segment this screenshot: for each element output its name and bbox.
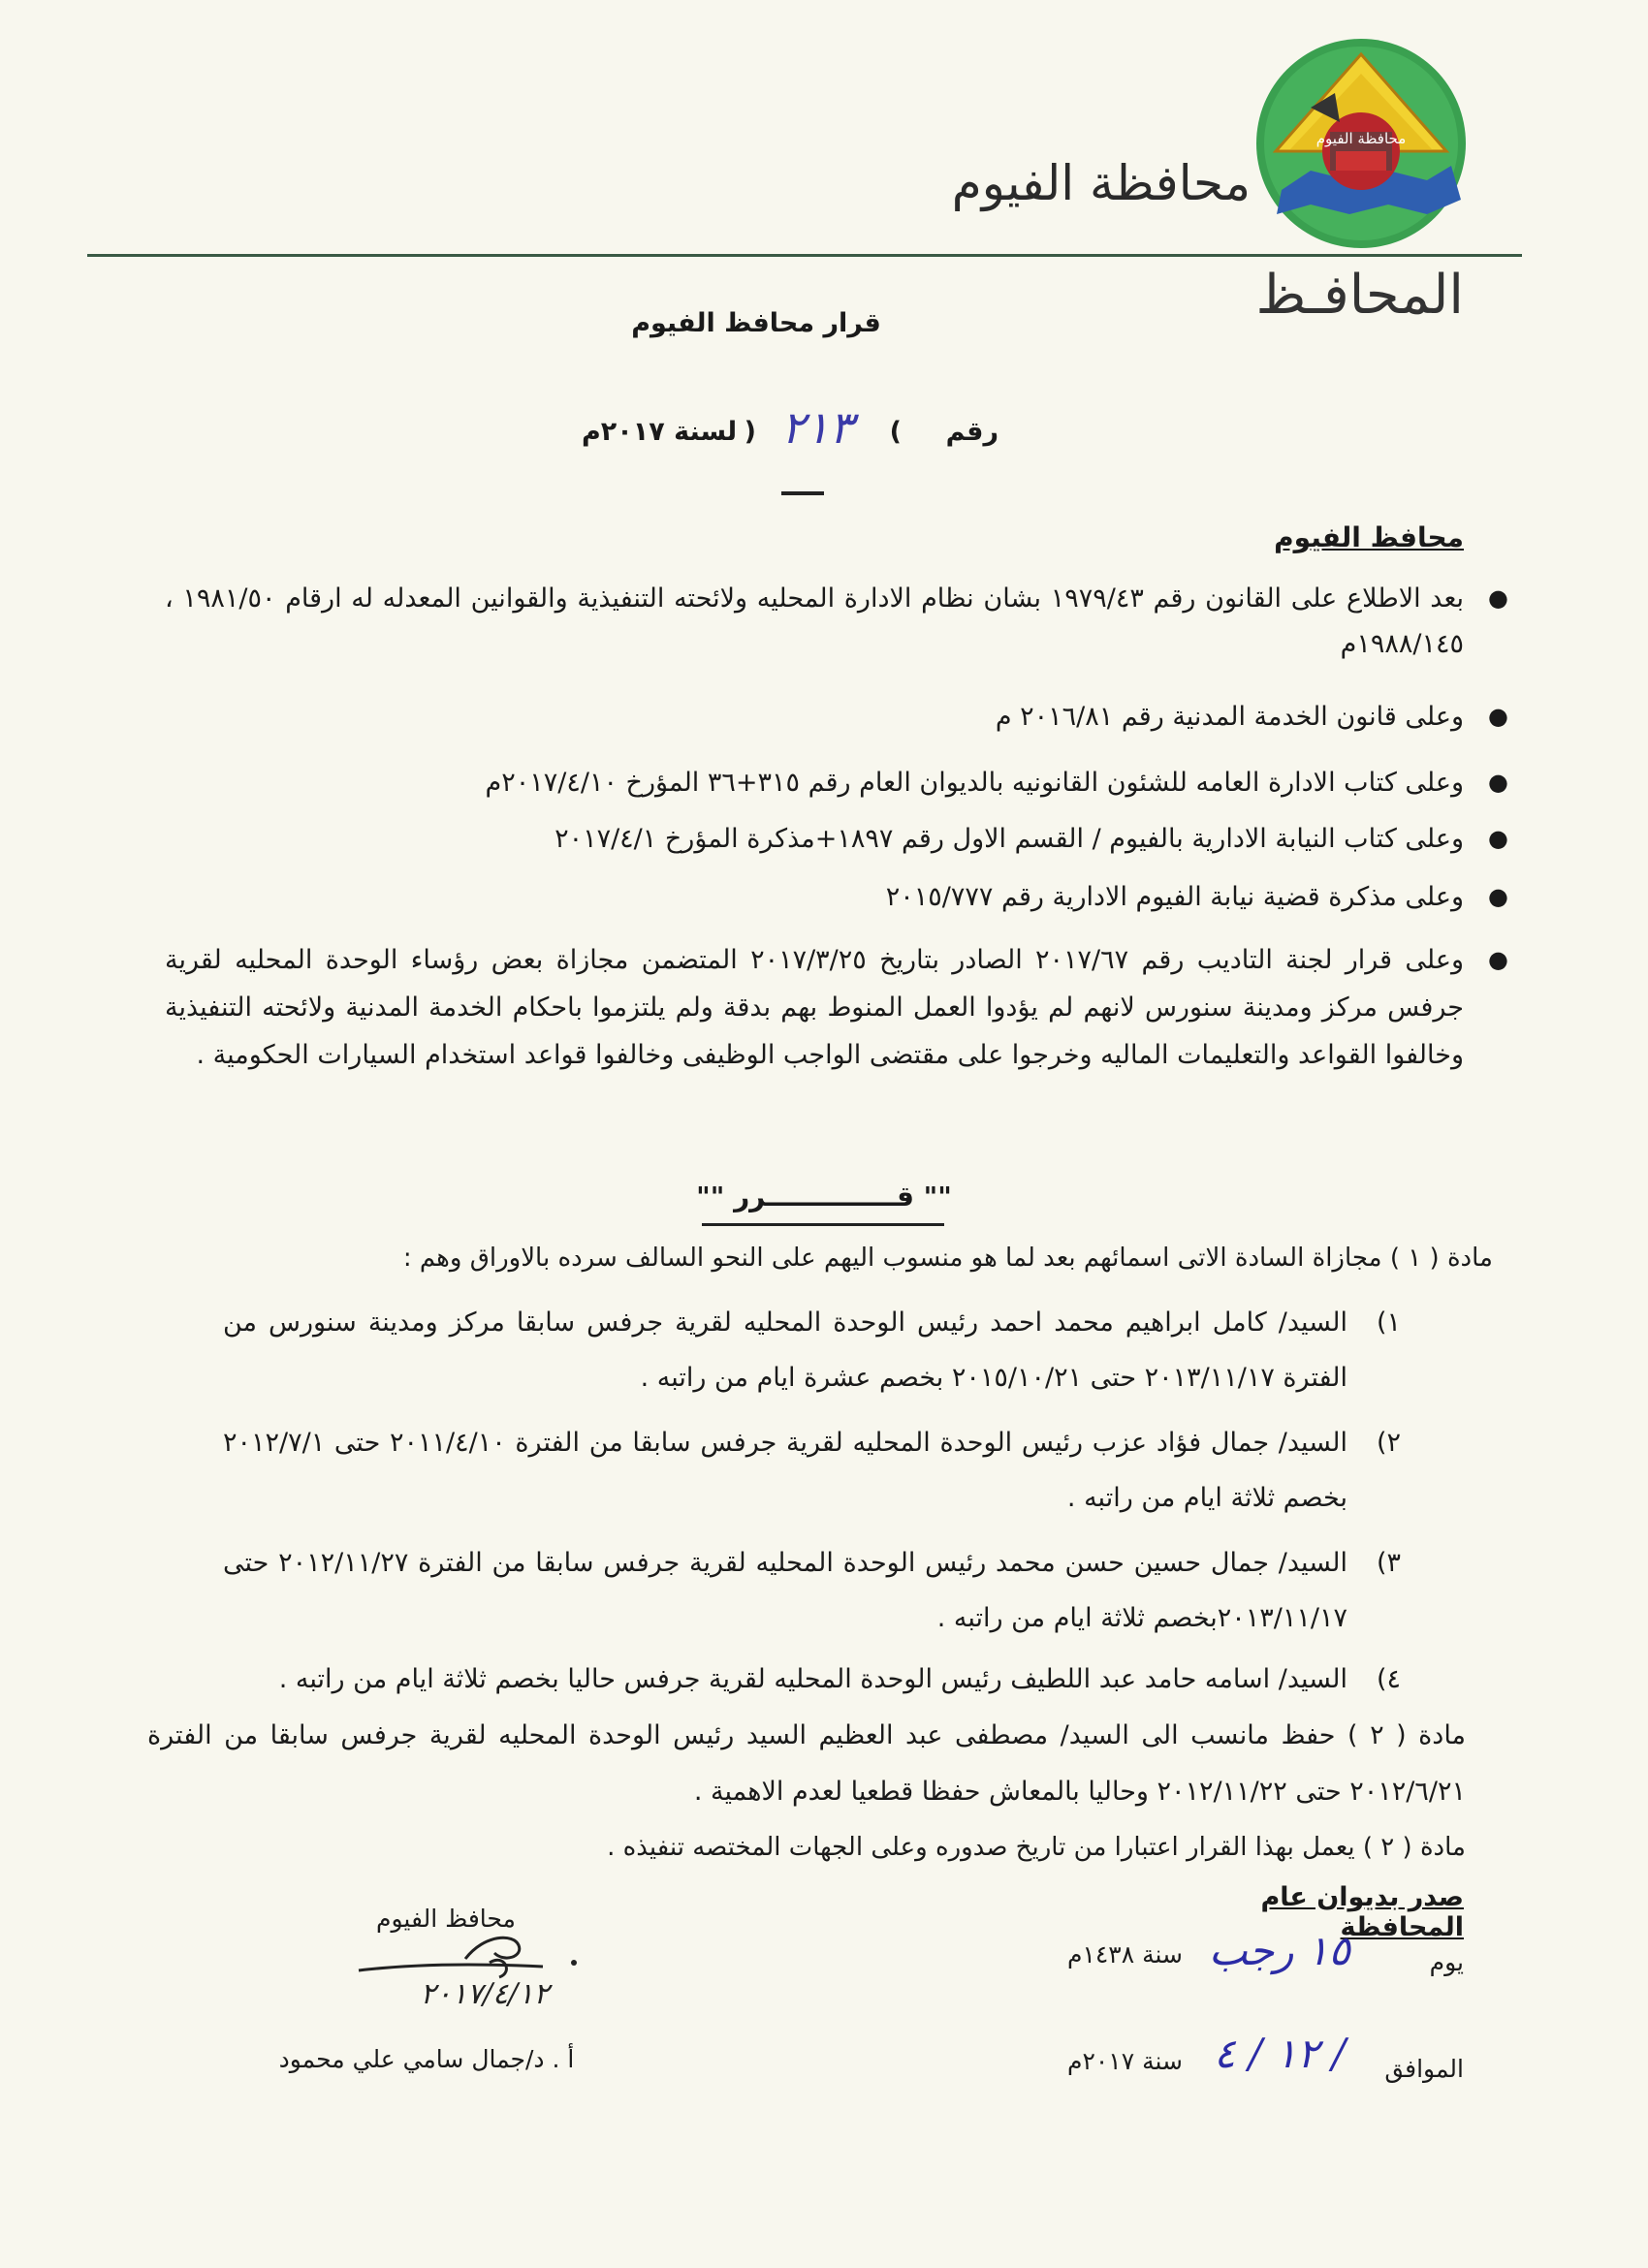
hijri-handwritten-date: ١٥ رجب bbox=[1209, 1927, 1350, 1974]
preamble-item-text: وعلى قانون الخدمة المدنية رقم ٢٠١٦/٨١ م bbox=[995, 702, 1464, 732]
article-text: يعمل بهذا القرار اعتبارا من تاريخ صدوره وعلى الجهات المختصه تنفيذه . bbox=[607, 1833, 1355, 1862]
article-1-item bbox=[223, 1652, 1401, 1707]
decision-number: ٢١٣ bbox=[780, 401, 853, 454]
corresponding-label: الموافق bbox=[1384, 2055, 1464, 2083]
signer-title: محافظ الفيوم bbox=[376, 1905, 516, 1933]
article-1-item bbox=[223, 1535, 1401, 1646]
preamble-item-text: وعلى كتاب النيابة الادارية بالفيوم / القسم الاول رقم ١٨٩٧+مذكرة المؤرخ ٢٠١٧/٤/١ bbox=[555, 824, 1464, 854]
decision-year: لسنة ٢٠١٧م bbox=[582, 417, 738, 447]
preamble-item bbox=[165, 694, 1508, 740]
article-label: مادة ( ٢ ) bbox=[1362, 1833, 1466, 1862]
number-paren-open: ( bbox=[889, 417, 902, 447]
article-text: حفظ مانسب الى السيد/ مصطفى عبد العظيم السيد رئيس الوحدة المحليه لقرية جرفس سابقا من الفترة ٢٠١٢/٦/٢١ حتى ٢٠١٢/١١/٢٢ وحاليا بالمعاش حفظا قطعيا لعدم الاهمية . bbox=[147, 1720, 1466, 1807]
governorate-name: محافظة الفيوم bbox=[951, 155, 1251, 211]
item-text: السيد/ جمال حسين حسن محمد رئيس الوحدة المحليه لقرية جرفس سابقا من الفترة ٢٠١٢/١١/٢٧ حتى ٢٠١٣/١١/١٧بخصم ثلاثة ايام من راتبه . bbox=[223, 1548, 1347, 1633]
issued-heading: صدر بديوان عام المحافظة bbox=[1260, 1882, 1464, 1942]
item-text: السيد/ جمال فؤاد عزب رئيس الوحدة المحليه لقرية جرفس سابقا من الفترة ٢٠١١/٤/١٠ حتى ٢٠١٢/٧/١ بخصم ثلاثة ايام من راتبه . bbox=[223, 1428, 1348, 1513]
article-1-item bbox=[223, 1415, 1401, 1526]
article-2 bbox=[147, 1708, 1466, 1820]
office-title: المحافـظ bbox=[1255, 264, 1464, 327]
item-text: السيد/ كامل ابراهيم محمد احمد رئيس الوحدة المحليه لقرية جرفس سابقا مركز ومدينة سنورس من الفترة ٢٠١٣/١١/١٧ حتى ٢٠١٥/١٠/٢١ بخصم عشرة ايام من راتبه . bbox=[223, 1307, 1347, 1393]
item-number: ٤) bbox=[1376, 1664, 1401, 1694]
hijri-year: سنة ١٤٣٨م bbox=[1066, 1940, 1183, 1969]
article-1-item bbox=[223, 1295, 1401, 1405]
article-1 bbox=[174, 1237, 1493, 1280]
bullet-icon: ● bbox=[1488, 769, 1508, 796]
preamble-item-text: وعلى كتاب الادارة العامه للشئون القانونيه بالديوان العام رقم ٣١٥+٣٦ المؤرخ ٢٠١٧/٤/١٠م bbox=[485, 768, 1464, 798]
preamble-item-text: بعد الاطلاع على القانون رقم ١٩٧٩/٤٣ بشان نظام الادارة المحليه ولائحته التنفيذية والقوانين المعدله له ارقام ١٩٨١/٥٠ ، ١٩٨٨/١٤٥م bbox=[165, 583, 1464, 659]
bullet-icon: ● bbox=[1488, 703, 1508, 730]
day-label: يوم bbox=[1429, 1948, 1464, 1976]
governorate-logo bbox=[1252, 35, 1471, 253]
bullet-icon: ● bbox=[1488, 946, 1508, 973]
gregorian-year: سنة ٢٠١٧م bbox=[1066, 2047, 1183, 2075]
decision-title: قرار محافظ الفيوم bbox=[631, 308, 881, 338]
article-3 bbox=[147, 1826, 1466, 1870]
logo-text: محافظة الفيوم bbox=[1315, 130, 1407, 147]
bullet-icon: ● bbox=[1488, 883, 1508, 910]
preamble-item bbox=[165, 936, 1508, 1079]
title-dash bbox=[781, 491, 824, 495]
decision-number-line bbox=[582, 401, 998, 465]
preamble-item-text: وعلى مذكرة قضية نيابة الفيوم الادارية رقم ٢٠١٥/٧٧٧ bbox=[885, 882, 1464, 912]
signature-date: ٢٠١٧/٤/١٢ bbox=[420, 1977, 550, 2011]
preamble-heading: محافظ الفيوم bbox=[1274, 521, 1464, 553]
number-paren-close: ) bbox=[744, 417, 756, 447]
preamble-item bbox=[165, 760, 1508, 805]
decides-heading: "" قــــــــــــــرر "" bbox=[696, 1181, 952, 1213]
item-number: ٣) bbox=[1376, 1548, 1401, 1578]
number-label: رقم bbox=[945, 417, 998, 447]
signature bbox=[320, 1924, 611, 2040]
preamble-item bbox=[165, 874, 1508, 920]
signer-name: أ . د/جمال سامي علي محمود bbox=[278, 2045, 575, 2073]
article-label: مادة ( ١ ) bbox=[1389, 1244, 1493, 1273]
bullet-icon: ● bbox=[1488, 584, 1508, 612]
preamble-item-text: وعلى قرار لجنة التاديب رقم ٢٠١٧/٦٧ الصادر بتاريخ ٢٠١٧/٣/٢٥ المتضمن مجازاة بعض رؤساء الوحدة المحليه لقرية جرفس مركز ومدينة سنورس لانهم لم يؤدوا العمل المنوط بهم بدقة ولم يلتزموا باحكام الخدمة المدنية ولائحته التنفيذية وخالفوا القواعد والتعليمات الماليه وخرجوا على مقتضى الواجب الوظيفى وخالفوا قواعد استخدام السيارات الحكومية . bbox=[165, 945, 1464, 1070]
preamble-item bbox=[165, 576, 1508, 667]
article-text: مجازاة السادة الاتى اسمائهم بعد لما هو منسوب اليهم على النحو السالف سرده بالاوراق وهم : bbox=[402, 1244, 1382, 1273]
item-number: ١) bbox=[1376, 1307, 1401, 1338]
item-number: ٢) bbox=[1376, 1428, 1401, 1458]
bullet-icon: ● bbox=[1488, 825, 1508, 852]
header-divider bbox=[87, 254, 1522, 257]
preamble-item bbox=[165, 816, 1508, 862]
gregorian-handwritten-date: ١٢ / ٤ / bbox=[1213, 2030, 1347, 2077]
decides-underline bbox=[702, 1223, 944, 1226]
item-text: السيد/ اسامه حامد عبد اللطيف رئيس الوحدة المحليه لقرية جرفس حاليا بخصم ثلاثة ايام من راتبه . bbox=[278, 1664, 1347, 1694]
article-label: مادة ( ٢ ) bbox=[1347, 1720, 1467, 1750]
